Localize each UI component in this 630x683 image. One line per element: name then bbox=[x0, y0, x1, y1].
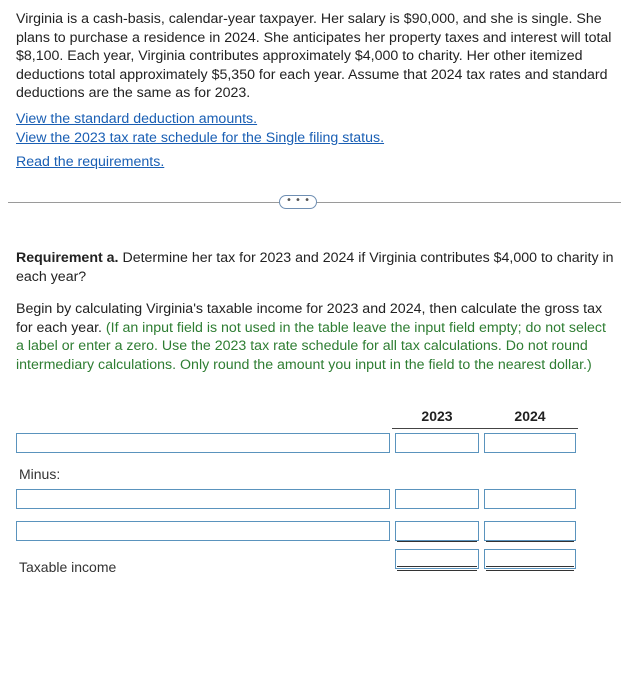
column-header-2024: 2024 bbox=[514, 408, 546, 424]
requirement-label: Requirement a. bbox=[16, 250, 119, 266]
row3-label-select[interactable] bbox=[16, 521, 390, 541]
total-double-line-2024 bbox=[486, 566, 574, 571]
header-rule bbox=[392, 428, 578, 429]
tax-rate-schedule-link[interactable]: View the 2023 tax rate schedule for the Single filing status. bbox=[16, 129, 385, 146]
row3-2023-input[interactable] bbox=[395, 521, 479, 541]
instructions-hint: (If an input field is not used in the table leave the input field empty; do not select a label or enter a zero. Use the 2023 tax rate schedule for all tax calculations. Do not round intermediary calculations. Only round the amount you input in the field to the nearest dollar.) bbox=[16, 319, 606, 373]
row1-label-select[interactable] bbox=[16, 433, 390, 453]
reference-links bbox=[16, 110, 384, 172]
row1-2024-input[interactable] bbox=[484, 433, 576, 453]
total-double-line-2023 bbox=[397, 566, 477, 571]
problem-statement: Virginia is a cash-basis, calendar-year taxpayer. Her salary is $90,000, and she is single. She plans to purchase a residence in 2024. She anticipates her property taxes and interest will total $8,100. Each year, Virginia contributes approximately $4,000 to charity. Her other itemized deductions total approximately $5,350 for each year. Assume that 2024 tax rates and standard deductions are the same as for 2023. bbox=[16, 11, 612, 102]
column-header-2023: 2023 bbox=[421, 408, 453, 424]
requirement-a bbox=[16, 249, 616, 286]
minus-label: Minus: bbox=[19, 466, 61, 482]
subtotal-line-2024 bbox=[486, 541, 574, 542]
row3-2024-input[interactable] bbox=[484, 521, 576, 541]
row2-2024-input[interactable] bbox=[484, 489, 576, 509]
taxable-income-label: Taxable income bbox=[19, 559, 117, 575]
instructions-main: Begin by calculating Virginia's taxable income for 2023 and 2024, then calculate the gross tax for each year. bbox=[16, 301, 603, 336]
subtotal-line-2023 bbox=[397, 541, 477, 542]
expand-ellipsis-button[interactable]: • • • bbox=[279, 195, 317, 209]
requirements-link[interactable]: Read the requirements. bbox=[16, 154, 165, 171]
instructions bbox=[16, 300, 616, 374]
row2-label-select[interactable] bbox=[16, 489, 390, 509]
requirement-text: Determine her tax for 2023 and 2024 if Virginia contributes $4,000 to charity in each year? bbox=[16, 250, 614, 285]
standard-deduction-link[interactable]: View the standard deduction amounts. bbox=[16, 111, 258, 127]
row1-2023-input[interactable] bbox=[395, 433, 479, 453]
row2-2023-input[interactable] bbox=[395, 489, 479, 509]
